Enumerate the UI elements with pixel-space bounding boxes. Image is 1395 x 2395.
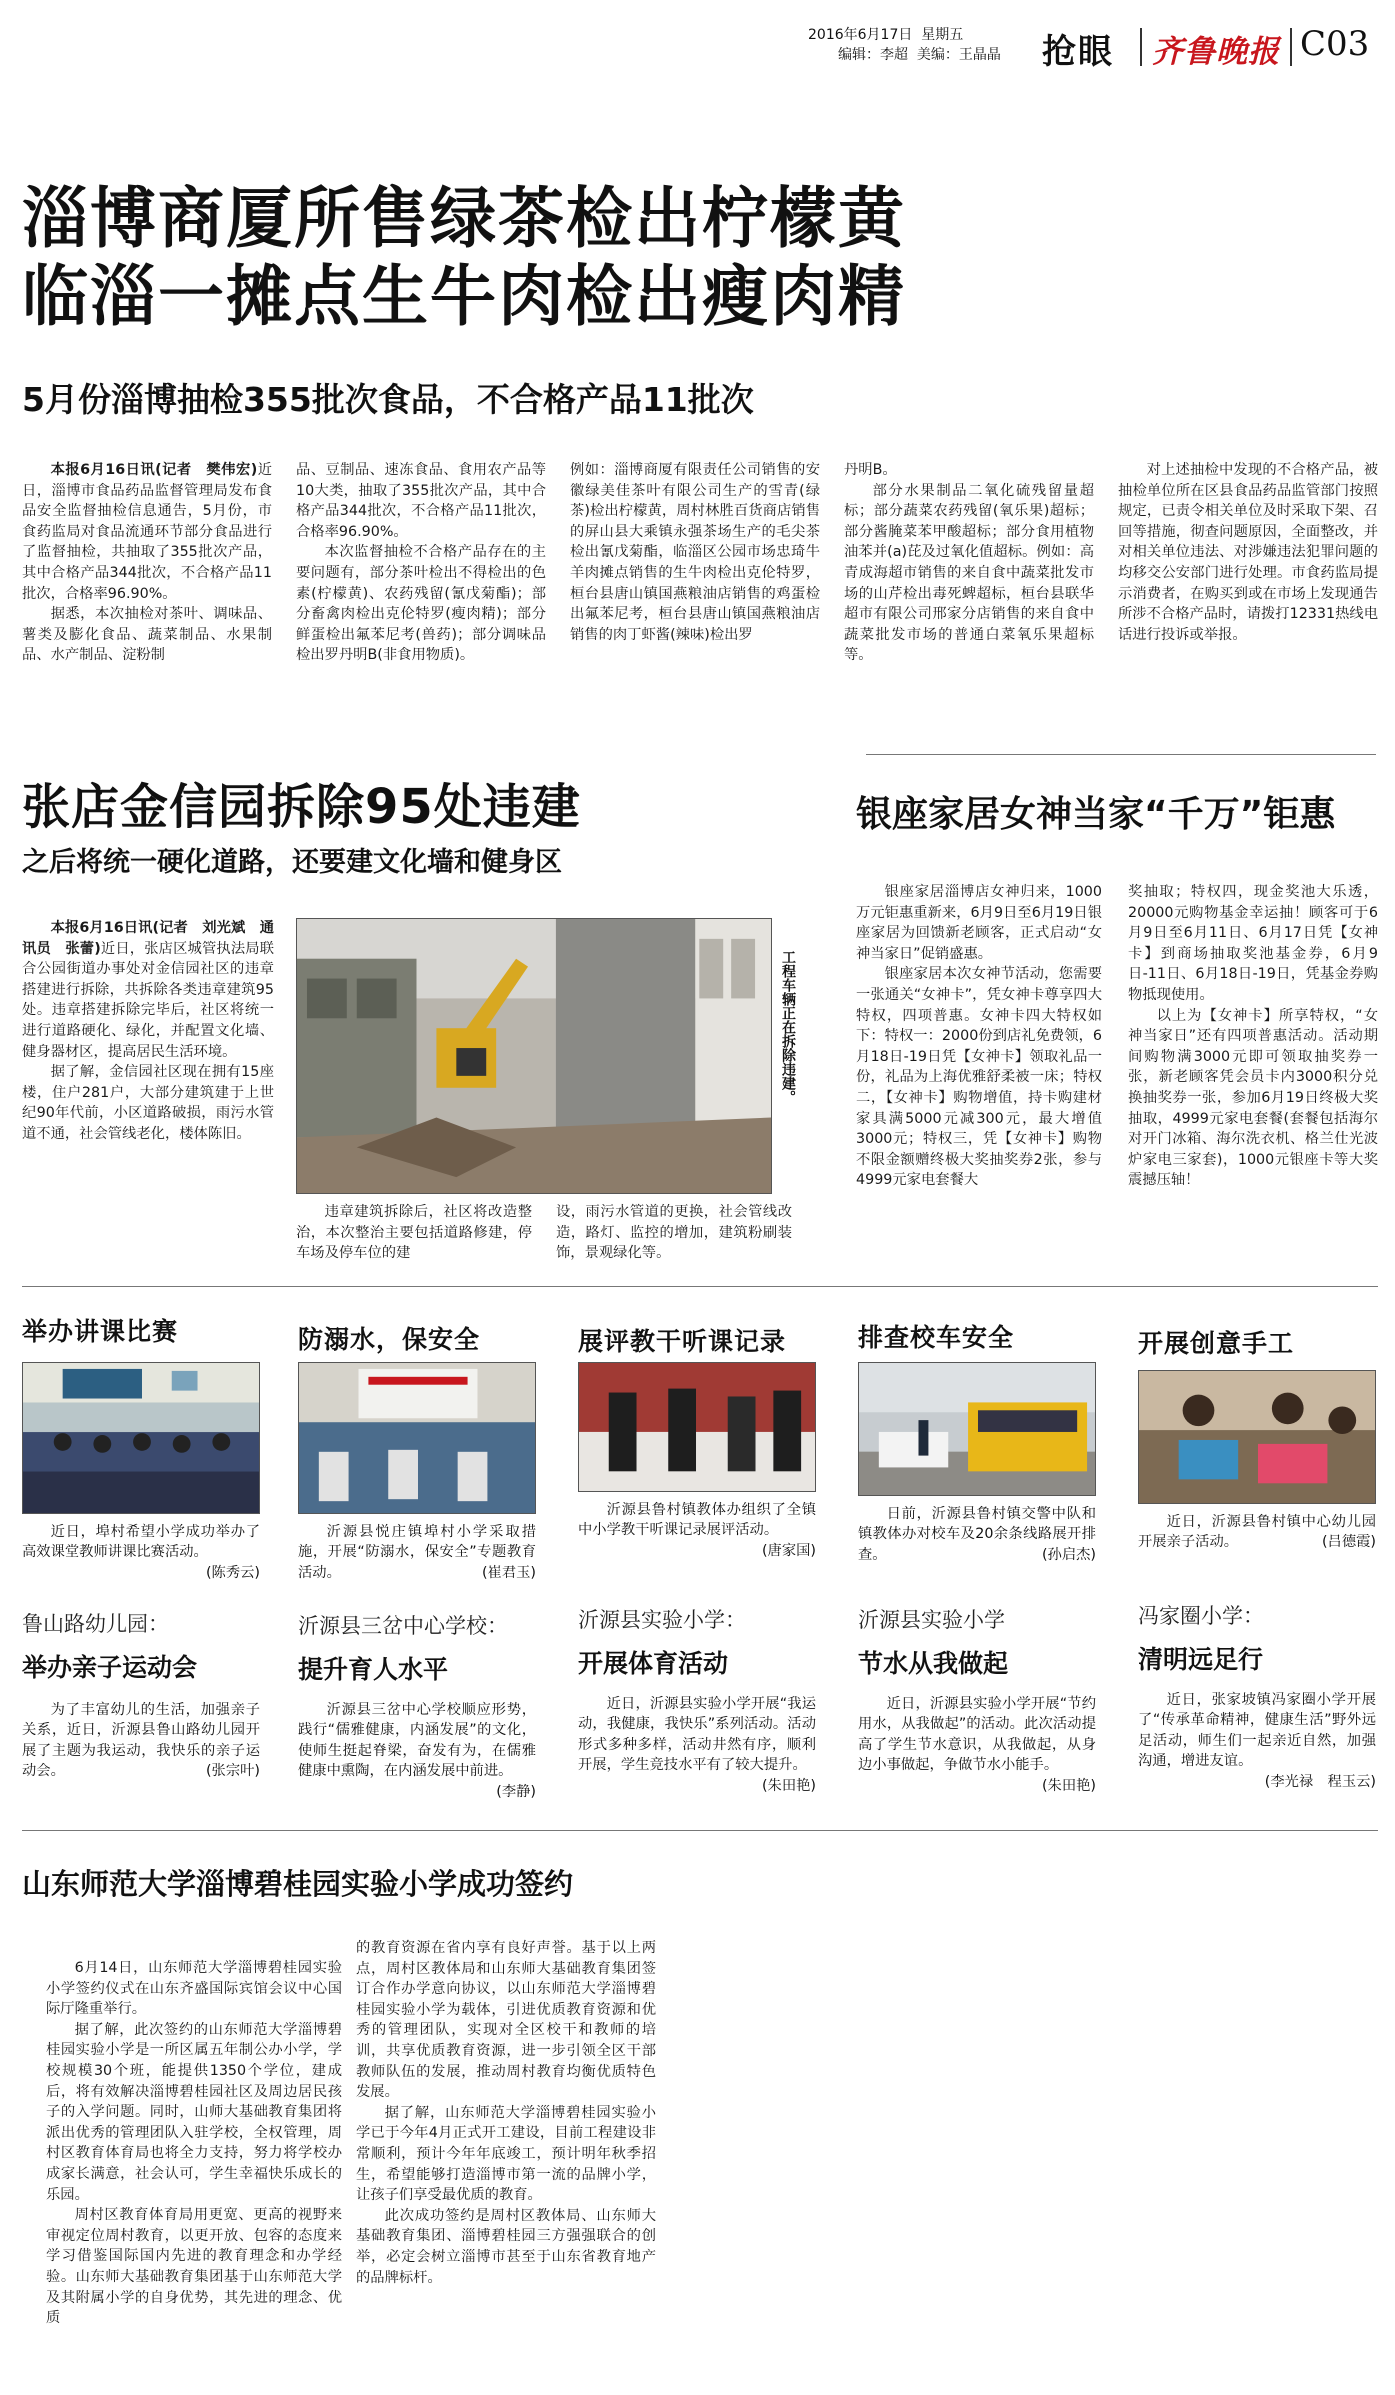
demolition-photo-image bbox=[297, 919, 771, 1193]
brief4-body: 日前，沂源县鲁村镇交警中队和镇教体办对校车及20余条线路展开排查。 bbox=[858, 1506, 1096, 1563]
brief3-photo bbox=[578, 1362, 816, 1492]
brief3-title: 展评教干听课记录 bbox=[578, 1327, 787, 1356]
brief6-unit: 鲁山路幼儿园： bbox=[22, 1612, 169, 1636]
brief9-title: 节水从我做起 bbox=[858, 1649, 1009, 1678]
story4-para-2: 据了解，此次签约的山东师范大学淄博碧桂园实验小学是一所区属五年制公办小学，学校规模30个班，能提供1350个学位，建成后，将有效解决淄博碧桂园社区及周边居民孩子的入学问题。同时，山师大基础教育集团将派出优秀的管理团队入驻学校，全权管理，周村区教育体育局也将全力支持，努力将学校办成家长满意，社会认可，学生幸福快乐成长的乐园。 bbox=[46, 2021, 342, 2203]
brief3-body: 沂源县鲁村镇教体办组织了全镇中小学教干听课记录展评活动。 bbox=[578, 1502, 816, 1539]
brief4-author: (孙启杰) bbox=[1041, 1546, 1096, 1563]
story1-col-4 bbox=[844, 460, 1094, 666]
story4-headline: 山东师范大学淄博碧桂园实验小学成功签约 bbox=[22, 1867, 574, 1901]
brief7-unit: 沂源县三岔中心学校： bbox=[298, 1614, 508, 1638]
brief1-text bbox=[22, 1522, 260, 1583]
brief10-title: 清明远足行 bbox=[1138, 1645, 1264, 1674]
exhibition-photo-image bbox=[579, 1363, 815, 1491]
story3-para-1: 银座家居淄博店女神归来，1000万元钜惠重新来，6月9日至6月19日银座家居为回馈新老顾客，正式启动“女神当家日”促销盛惠。 bbox=[856, 884, 1102, 962]
brief6-text bbox=[22, 1700, 260, 1782]
brief1-title: 举办讲课比赛 bbox=[22, 1317, 179, 1346]
school-bus-photo-image bbox=[859, 1363, 1095, 1495]
brief1-author: (陈秀云) bbox=[205, 1564, 260, 1581]
brief5-text bbox=[1138, 1512, 1376, 1553]
story1-para-5: 例如：淄博商厦有限责任公司销售的安徽绿美佳茶叶有限公司生产的雪青(绿茶)检出柠檬黄，周村林胜百货商店销售的屏山县大乘镇永强茶场生产的毛尖茶检出氰戊菊酯，临淄区公园市场忠琦牛羊肉摊点销售的生牛肉检出克伦特罗，桓台县唐山镇国燕粮油店销售的鸡蛋检出氟苯尼考，桓台县唐山镇国燕粮油店销售的肉丁虾酱(辣味)检出罗 bbox=[570, 462, 820, 643]
story2-col-2 bbox=[296, 1202, 532, 1264]
brief7-title: 提升育人水平 bbox=[298, 1655, 449, 1684]
brief2-author: (崔君玉) bbox=[481, 1564, 536, 1581]
story2-byline: 本报6月16日讯(记者 刘光斌 通讯员 张蕾) bbox=[22, 920, 274, 957]
story3-col-2 bbox=[1128, 882, 1378, 1191]
brief4-photo bbox=[858, 1362, 1096, 1496]
story4-para-5: 据了解，山东师范大学淄博碧桂园实验小学已于今年4月正式开工建设，目前工程建设非常顺利，预计今年年底竣工，预计明年秋季招生，希望能够打造淄博市第一流的品牌小学，让孩子们享受最优质的教育。 bbox=[356, 2104, 656, 2204]
story2-para-4: 设，雨污水管道的更换，社会管线改造，路灯、监控的增加，建筑粉刷装饰，景观绿化等。 bbox=[556, 1204, 792, 1262]
brief2-body: 沂源县悦庄镇埠村小学采取措施，开展“防溺水，保安全”专题教育活动。 bbox=[298, 1524, 536, 1581]
story1-col-3 bbox=[570, 460, 820, 645]
brief7-body: 沂源县三岔中心学校顺应形势，践行“儒雅健康，内涵发展”的文化，使师生挺起脊梁，奋发有为，在儒雅健康中熏陶，在内涵发展中前进。 bbox=[298, 1702, 536, 1780]
story2-subhead: 之后将统一硬化道路，还要建文化墙和健身区 bbox=[22, 847, 562, 878]
brief2-photo bbox=[298, 1362, 536, 1514]
brief6-author: (张宗叶) bbox=[205, 1763, 260, 1780]
brief9-author: (朱田艳) bbox=[1041, 1777, 1096, 1794]
brief8-text bbox=[578, 1694, 816, 1796]
brief2-title: 防溺水，保安全 bbox=[298, 1325, 481, 1354]
story4-col-1 bbox=[46, 1958, 342, 2329]
brief3-author: (唐家国) bbox=[761, 1542, 816, 1559]
brief10-body: 近日，张家坡镇冯家圈小学开展了“传承革命精神，健康生活”野外远足活动，师生们一起亲近自然，加强沟通，增进友谊。 bbox=[1138, 1692, 1376, 1770]
brief9-body: 近日，沂源县实验小学开展“节约用水，从我做起”的活动。此次活动提高了学生节水意识，从我做起，从身边小事做起，争做节水小能手。 bbox=[858, 1696, 1096, 1774]
brief5-author: (吕德霞) bbox=[1321, 1534, 1376, 1551]
brief2-text bbox=[298, 1522, 536, 1583]
brief1-photo bbox=[22, 1362, 260, 1514]
brief1-body: 近日，埠村希望小学成功举办了高效课堂教师讲课比赛活动。 bbox=[22, 1524, 260, 1561]
brief3-text bbox=[578, 1500, 816, 1561]
story1-para-1: 近日，淄博市食品药品监督管理局发布食品安全监督抽检信息通告，5月份，市食药监局对食品流通环节部分食品进行了监督抽检，共抽取了355批次产品，其中合格产品344批次，不合格产品11批次，合格率96.90%。 bbox=[22, 462, 272, 602]
brief6-body: 为了丰富幼儿的生活，加强亲子关系，近日，沂源县鲁山路幼儿园开展了主题为我运动，我快乐的亲子运动会。 bbox=[22, 1702, 260, 1780]
photo-caption: 工程车辆正在拆除违建。 bbox=[780, 950, 796, 1104]
brief9-text bbox=[858, 1694, 1096, 1796]
story1-byline: 本报6月16日讯(记者 樊伟宏) bbox=[50, 462, 258, 478]
brief8-body: 近日，沂源县实验小学开展“我运动，我健康，我快乐”系列活动。活动形式多种多样，活动井然有序，顺利开展，学生竞技水平有了较大提升。 bbox=[578, 1696, 816, 1774]
story1-para-6: 丹明B。 bbox=[844, 462, 897, 478]
brief5-title: 开展创意手工 bbox=[1138, 1329, 1295, 1358]
classroom-photo-image bbox=[23, 1363, 259, 1513]
story2-para-1: 近日，张店区城管执法局联合公园街道办事处对金信园社区的违章搭建进行拆除，共拆除各类违章建筑95处。违章搭建拆除完毕后，社区将统一进行道路硬化、绿化，并配置文化墙、健身器材区，提高居民生活环境。 bbox=[22, 940, 274, 1060]
brief10-unit: 冯家圈小学： bbox=[1138, 1604, 1264, 1628]
brief7-author: (李静) bbox=[496, 1783, 536, 1800]
story3-headline: 银座家居女神当家“千万”钜惠 bbox=[856, 794, 1336, 835]
story4-col-2 bbox=[356, 1938, 656, 2288]
story2-para-3: 违章建筑拆除后，社区将改造整治，本次整治主要包括道路修建，停车场及停车位的建 bbox=[296, 1204, 532, 1262]
story3-para-3: 奖抽取；特权四，现金奖池大乐透，20000元购物基金幸运抽！顾客可于6月9日至6月11日、6月17日凭【女神卡】到商场抽取奖池基金券，6月9日-11日、6月18日-19日，凭基金券购物抵现使用。 bbox=[1128, 884, 1378, 1003]
story1-para-4: 本次监督抽检不合格产品存在的主要问题有，部分茶叶检出不得检出的色素(柠檬黄)、农药残留(氰戊菊酯)；部分畜禽肉检出克伦特罗(瘦肉精)；部分鲜蛋检出氟苯尼考(兽药)；部分调味品检出罗丹明B(非食用物质)。 bbox=[296, 544, 546, 664]
story3-para-4: 以上为【女神卡】所享特权，“女神当家日”还有四项普惠活动。活动期间购物满3000元即可领取抽奖券一张，新老顾客凭会员卡内3000积分兑换抽奖券一张，参加6月19日终极大奖抽取，4999元家电套餐(套餐包括海尔对开门冰箱、海尔洗衣机、格兰仕光波炉家电三家套)，1000元银座卡等大奖震撼压轴！ bbox=[1128, 1007, 1378, 1189]
story2-col-3 bbox=[556, 1202, 792, 1264]
editor: 编辑：李超 bbox=[838, 47, 908, 63]
header-divider-2 bbox=[1290, 28, 1292, 66]
photo-caption-vertical bbox=[776, 950, 796, 1104]
safety-class-photo-image bbox=[299, 1363, 535, 1513]
section-name: 抢眼 bbox=[1042, 32, 1114, 72]
newspaper-logo: 齐鲁晚报 bbox=[1152, 34, 1280, 70]
story3-para-2: 银座家居本次女神节活动，您需要一张通关“女神卡”，凭女神卡尊享四大特权，四项普惠。女神卡四大特权如下：特权一：2000份到店礼免费领，6月18日-19日凭【女神卡】领取礼品一份，礼品为上海优雅舒柔被一床；特权二，【女神卡】购物增值，持卡购建材家具满5000元减300元，最大增值3000元；特权三，凭【女神卡】购物不限金额赠终极大奖抽奖券2张，参与4999元家电套餐大 bbox=[856, 966, 1102, 1189]
designer: 美编：王晶晶 bbox=[916, 47, 1001, 63]
demolition-photo bbox=[296, 918, 772, 1194]
brief9-unit: 沂源县实验小学 bbox=[858, 1608, 1005, 1632]
header-date bbox=[808, 24, 963, 44]
section-rule-right bbox=[866, 754, 1376, 755]
brief6-title: 举办亲子运动会 bbox=[22, 1653, 198, 1682]
brief8-unit: 沂源县实验小学： bbox=[578, 1608, 746, 1632]
brief4-title: 排查校车安全 bbox=[858, 1323, 1015, 1352]
story1-headline bbox=[22, 180, 906, 336]
weekday: 星期五 bbox=[921, 27, 964, 43]
story1-para-3: 品、豆制品、速冻食品、食用农产品等10大类，抽取了355批次产品，其中合格产品344批次，不合格产品11批次，合格率96.90%。 bbox=[296, 462, 546, 540]
page-number: C03 bbox=[1300, 24, 1370, 64]
story1-col-5 bbox=[1118, 460, 1378, 645]
story1-para-7: 部分水果制品二氧化硫残留量超标；部分蔬菜农药残留(氧乐果)超标；部分酱腌菜苯甲酸超标；部分食用植物油苯并(a)芘及过氧化值超标。例如：高青成海超市销售的来自食中蔬菜批发市场的山芹检出毒死蜱超标，桓台县联华超市有限公司邢家分店销售的来自食中蔬菜批发市场的普通白菜氧乐果超标等。 bbox=[844, 482, 1094, 664]
story2-col-1 bbox=[22, 918, 274, 1145]
story2-para-2: 据了解，金信园社区现在拥有15座楼，住户281户，大部分建筑建于上世纪90年代前，小区道路破损，雨污水管道不通，社会管线老化，楼体陈旧。 bbox=[22, 1064, 274, 1142]
story1-subhead: 5月份淄博抽检355批次食品，不合格产品11批次 bbox=[22, 380, 754, 419]
story3-col-1 bbox=[856, 882, 1102, 1191]
brief8-title: 开展体育活动 bbox=[578, 1649, 729, 1678]
date: 2016年6月17日 bbox=[808, 27, 913, 43]
brief5-body: 近日，沂源县鲁村镇中心幼儿园开展亲子活动。 bbox=[1138, 1514, 1376, 1551]
brief10-author: (李光禄 程玉云) bbox=[1264, 1773, 1376, 1790]
story1-col-2 bbox=[296, 460, 546, 666]
story4-para-1: 6月14日，山东师范大学淄博碧桂园实验小学签约仪式在山东齐盛国际宾馆会议中心国际厅隆重举行。 bbox=[46, 1960, 342, 2018]
story4-rule bbox=[22, 1830, 1378, 1831]
brief10-text bbox=[1138, 1690, 1376, 1792]
briefs-rule bbox=[22, 1286, 1378, 1287]
story1-para-8: 对上述抽检中发现的不合格产品，被抽检单位所在区县食品药品监管部门按照规定，已责令相关单位及时采取下架、召回等措施，彻查问题原因，全面整改，并对相关单位违法、对涉嫌违法犯罪问题的均移交公安部门进行处理。市食药监局提示消费者，在购买到或在市场上发现通告所涉不合格产品时，请拨打12331热线电话进行投诉或举报。 bbox=[1118, 462, 1378, 643]
story1-para-2: 据悉，本次抽检对茶叶、调味品、薯类及膨化食品、蔬菜制品、水果制品、水产制品、淀粉制 bbox=[22, 606, 272, 664]
story2-headline: 张店金信园拆除95处违建 bbox=[22, 779, 581, 835]
story1-col-1 bbox=[22, 460, 272, 666]
story4-para-6: 此次成功签约是周村区教体局、山东师大基础教育集团、淄博碧桂园三方强强联合的创举，必定会树立淄博市甚至于山东省教育地产的品牌标杆。 bbox=[356, 2207, 656, 2286]
brief4-text bbox=[858, 1504, 1096, 1565]
brief7-text bbox=[298, 1700, 536, 1802]
header-editors bbox=[838, 44, 1001, 64]
handcraft-photo-image bbox=[1139, 1371, 1375, 1503]
header-divider-1 bbox=[1140, 28, 1142, 66]
story4-para-3: 周村区教育体育局用更宽、更高的视野来审视定位周村教育，以更开放、包容的态度来学习借鉴国际国内先进的教育理念和办学经验。山东师大基础教育集团基于山东师范大学及其附属小学的自身优势，其先进的理念、优质 bbox=[46, 2207, 342, 2327]
story4-para-4: 的教育资源在省内享有良好声誉。基于以上两点，周村区教体局和山东师大基础教育集团签订合作办学意向协议，以山东师范大学淄博碧桂园实验小学为载体，引进优质教育资源和优秀的管理团队，实现对全区校干和教师的培训，共享优质教育资源，进一步引领全区干部教师队伍的发展，推动周村教育均衡优质特色发展。 bbox=[356, 1940, 656, 2101]
brief5-photo bbox=[1138, 1370, 1376, 1504]
headline-line-2: 临淄一摊点生牛肉检出瘦肉精 bbox=[22, 258, 906, 335]
headline-line-1: 淄博商厦所售绿茶检出柠檬黄 bbox=[22, 180, 906, 257]
brief8-author: (朱田艳) bbox=[761, 1777, 816, 1794]
